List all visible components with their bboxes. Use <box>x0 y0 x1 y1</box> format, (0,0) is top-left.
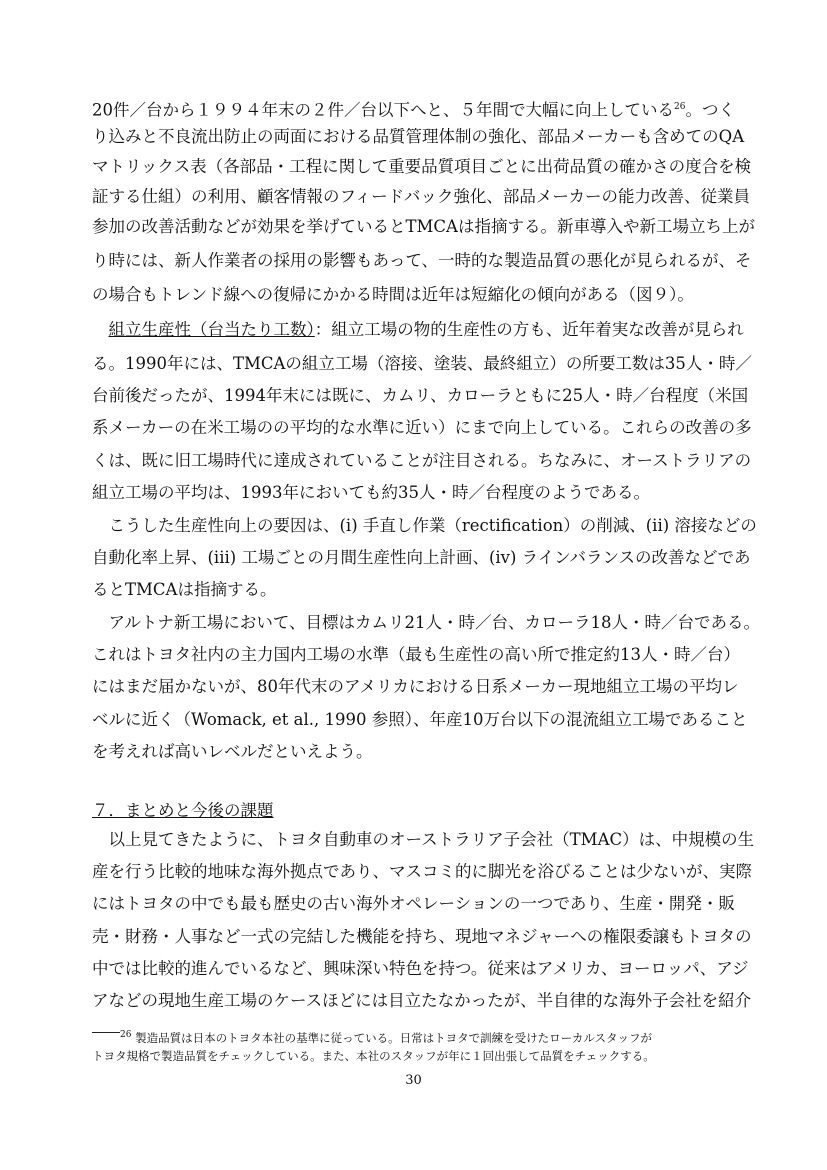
body-line: 中では比較的進んでいるなど、興味深い特色を持つ。従来はアメリカ、ヨーロッパ、アジ <box>92 959 749 978</box>
body-line: 系メーカーの在米工場のの平均的な水準に近い）にまで向上している。これらの改善の多 <box>92 418 752 437</box>
footnote-reference: 26 <box>674 102 686 112</box>
body-line: 証する仕組）の利用、顧客情報のフィードバック強化、部品メーカーの能力改善、従業員 <box>92 187 751 206</box>
body-line: 組立生産性（台当たり工数）：組立工場の物的生産性の方も、近年着実な改善が見られ <box>108 320 744 339</box>
body-line: これはトヨタ社内の主力国内工場の水準（最も生産性の高い所で推定約13人・時／台） <box>92 645 740 664</box>
body-line: アなどの現地生産工場のケースほどには目立たなかったが、半自律的な海外子会社を紹介 <box>92 991 752 1010</box>
body-line: 以上見てきたように、トヨタ自動車のオーストラリア子会社（TMAC）は、中規模の生 <box>92 830 755 849</box>
body-line: アルトナ新工場において、目標はカムリ21人・時／台、カローラ18人・時／台である。 <box>92 613 761 632</box>
body-line: 参加の改善活動などが効果を挙げているとTMCAは指摘する。新車導入や新工場立ち上が <box>92 217 755 236</box>
body-line: ベルに近く（Womack, et al., 1990 参照）、年産10万台以下の混流組立工場であること <box>92 710 748 729</box>
body-line: の場合もトレンド線への復帰にかかる時間は近年は短縮化の傾向がある（図９）。 <box>92 285 694 304</box>
body-line: を考えれば高いレベルだといえよう。 <box>92 742 373 761</box>
footnote-line: トヨタ規格で製造品質をチェックしている。また、本社のスタッフが年に１回出張して品質をチェックする。 <box>92 1049 655 1063</box>
page-number: 30 <box>405 1073 422 1088</box>
body-line: り時には、新人作業者の採用の影響もあって、一時的な製造品質の悪化が見られるが、そ <box>92 251 752 270</box>
body-line: 産を行う比較的地味な海外拠点であり、マスコミ的に脚光を浴びることは少ないが、実際 <box>92 862 752 881</box>
body-line: 台前後だったが、1994年末には既に、カムリ、カローラともに25人・時／台程度（米国 <box>92 386 749 405</box>
body-line: り込みと不良流出防止の両面における品質管理体制の強化、部品メーカーも含めてのQA <box>92 127 745 146</box>
body-line: るとTMCAは指摘する。 <box>92 580 277 599</box>
body-line: にはトヨタの中でも最も歴史の古い海外オペレーションの一つであり、生産・開発・販 <box>92 894 735 913</box>
underlined-term: 組立生産性（台当たり工数） <box>108 320 315 339</box>
body-line: にはまだ届かないが、80年代末のアメリカにおける日系メーカー現地組立工場の平均レ <box>92 677 739 696</box>
body-line: 売・財務・人事など一式の完結した機能を持ち、現地マネジャーへの権限委譲もトヨタの <box>92 927 752 946</box>
body-line: 20件／台から１９９４年末の２件／台以下へと、５年間で大幅に向上している$^{26}$。つく <box>92 100 735 120</box>
body-line: こうした生産性向上の要因は、(i) 手直し作業（rectification）の削減、(ii) 溶接などの <box>92 516 757 535</box>
body-line: 組立工場の平均は、1993年においても約35人・時／台程度のようである。 <box>92 483 650 502</box>
body-line: る。1990年には、TMCAの組立工場（溶接、塗装、最終組立）の所要工数は35人・時／ <box>92 354 752 373</box>
section-heading: ７．まとめと今後の課題 <box>92 801 274 820</box>
footnote-divider <box>92 1032 120 1033</box>
body-line: マトリックス表（各部品・工程に関して重要品質項目ごとに出荷品質の確かさの度合を検 <box>92 157 752 176</box>
body-line: 自動化率上昇、(iii) 工場ごとの月間生産性向上計画、(iv) ラインバランスの改善などであ <box>92 548 751 567</box>
footnote-line: $^{26}$ 製造品質は日本のトヨタ本社の基準に従っている。日常はトヨタで訓練を受けたローカルスタッフが <box>120 1030 653 1045</box>
footnote-marker: 26 <box>120 1030 132 1040</box>
body-line: くは、既に旧工場時代に達成されていることが注目される。ちなみに、オーストラリアの <box>92 451 752 470</box>
